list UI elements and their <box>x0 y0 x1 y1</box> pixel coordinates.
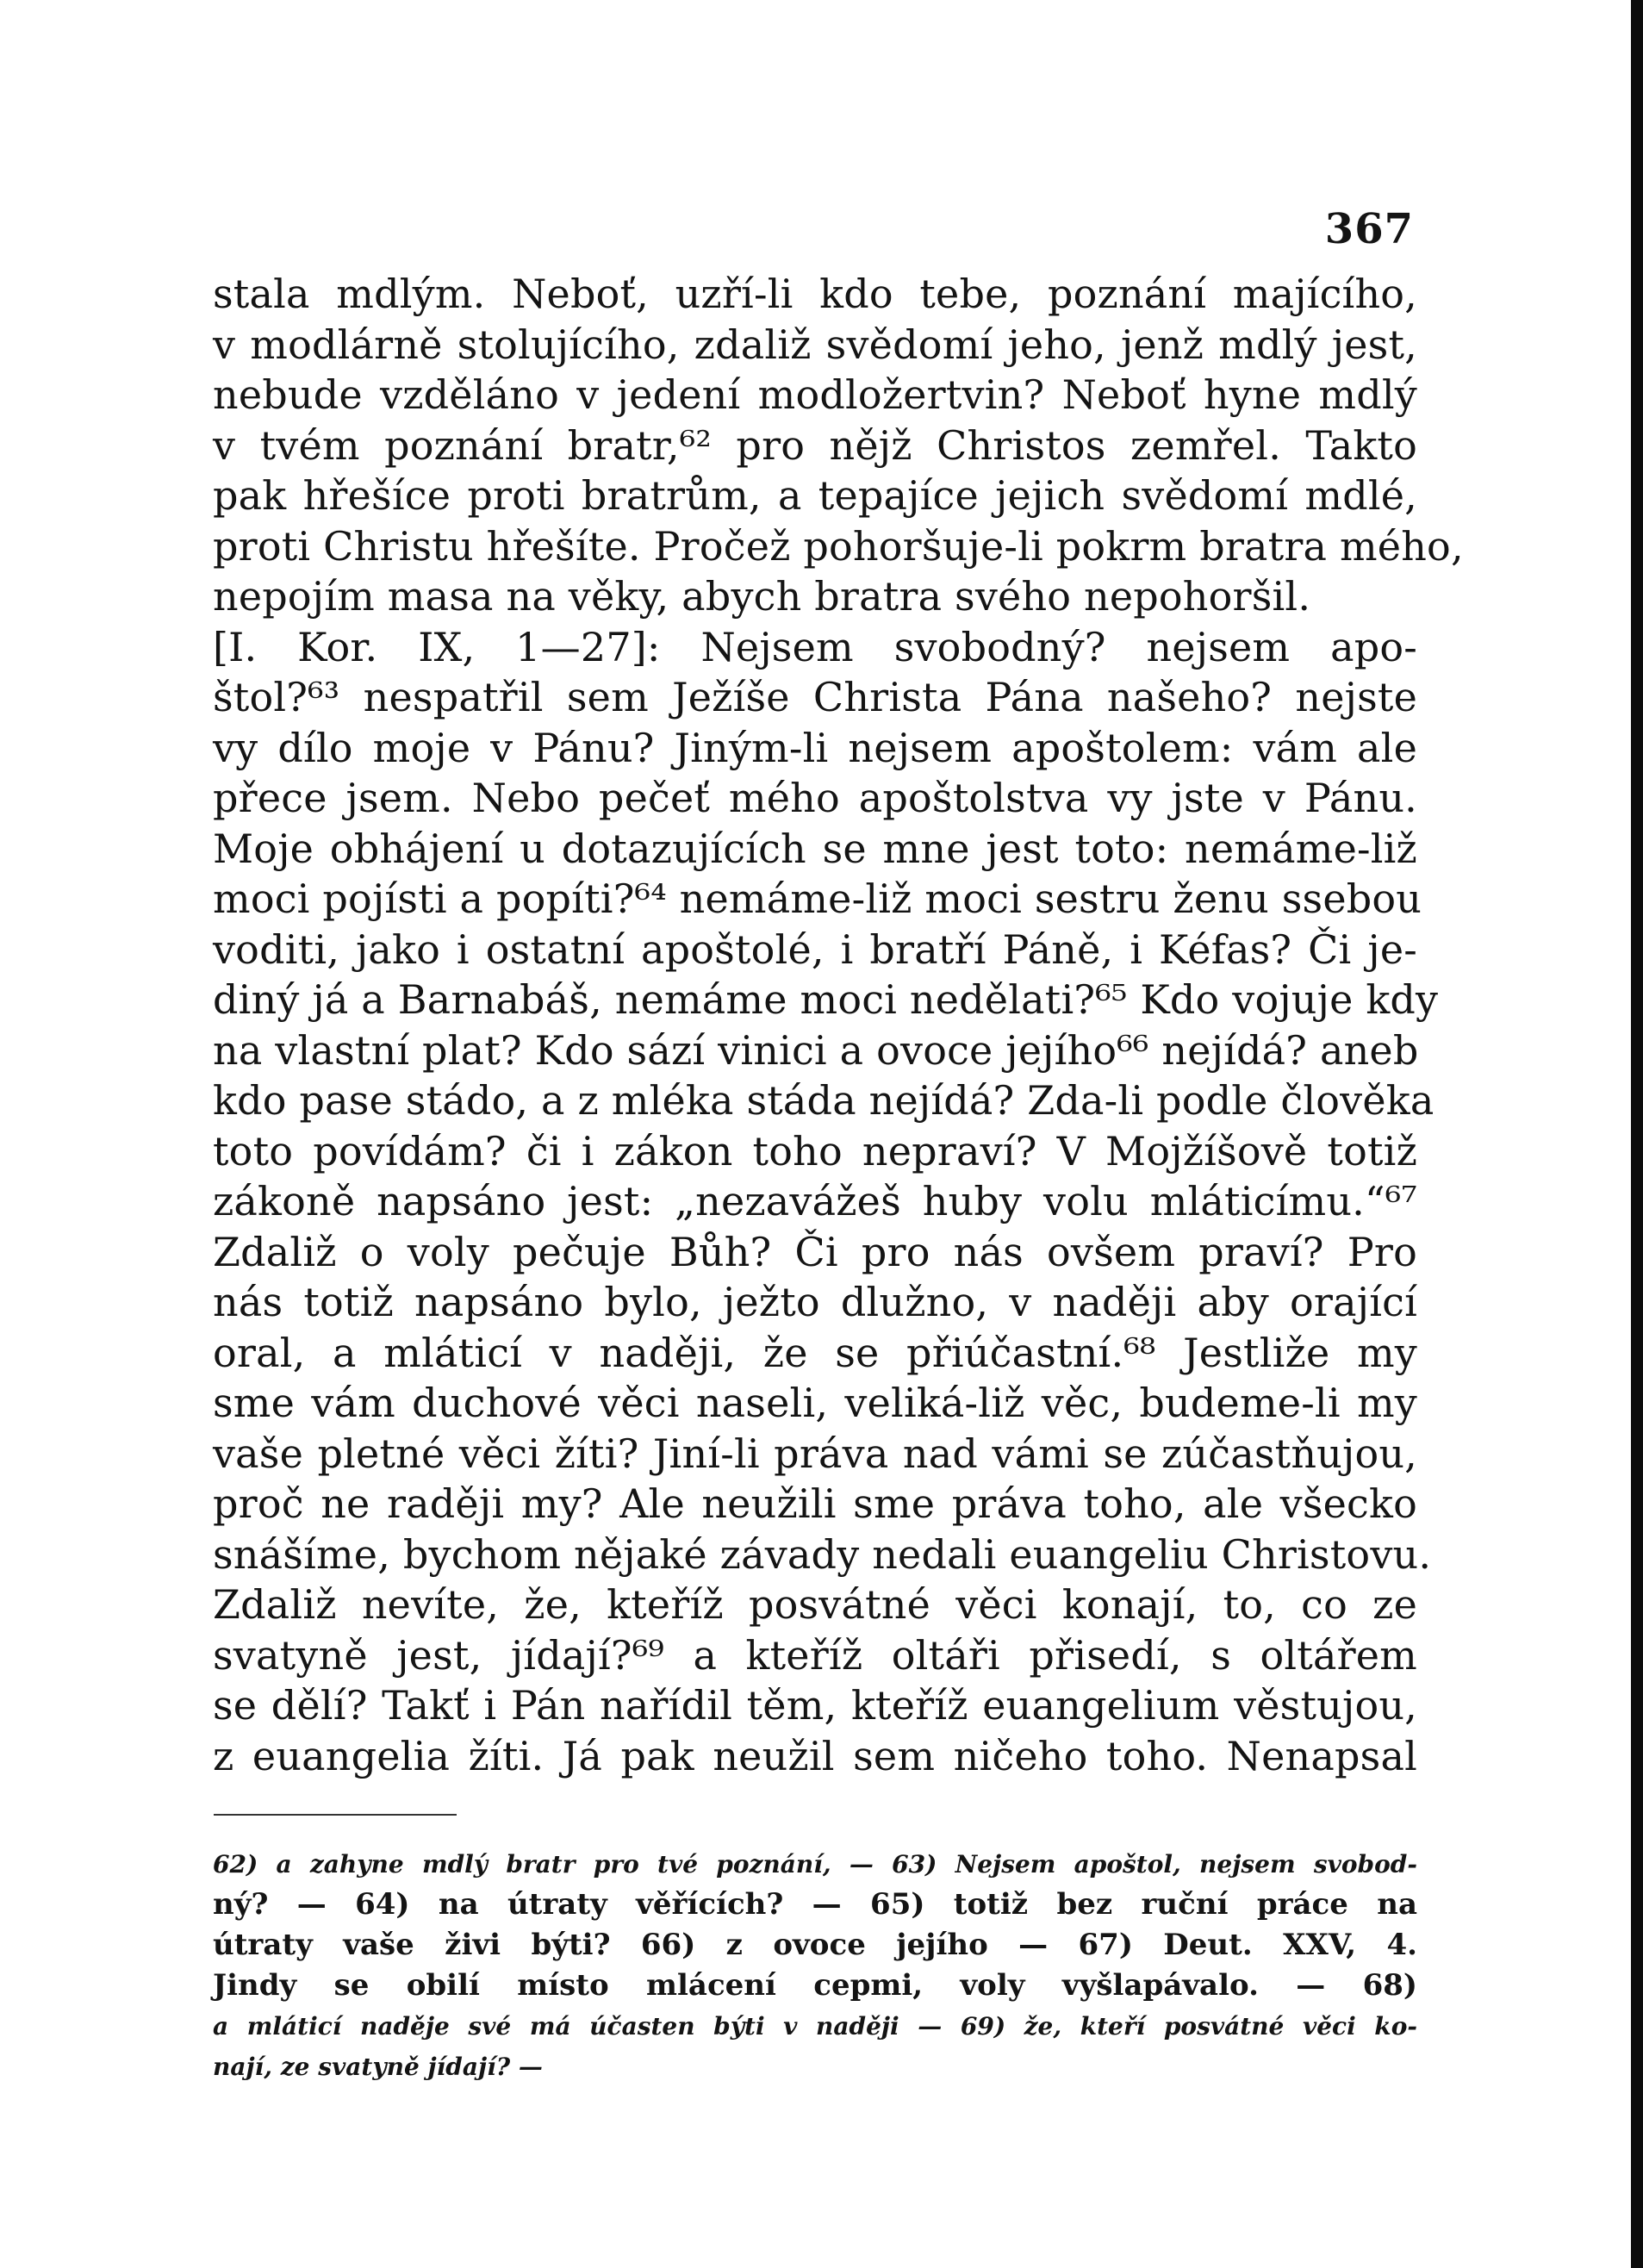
text-line: snášíme, bychom nějaké závady nedali euangeliu Christovu. <box>213 1530 1432 1578</box>
footnote-line: ný? — 64) na útraty věřících? — 65) totiž bez ruční práce na <box>213 1887 1417 1922</box>
text-line: proč ne raději my? Ale neužili sme práva toho, ale všecko <box>213 1480 1417 1527</box>
text-line: Moje obhájení u dotazujících se mne jest toto: nemáme-liž <box>213 825 1417 872</box>
text-line: proti Christu hřešíte. Pročež pohoršuje-li pokrm bratra mého, <box>213 522 1464 570</box>
text-line: oral, a mláticí v naději, že se přiúčastní.⁶⁸ Jestliže my <box>213 1329 1417 1376</box>
text-line: vy dílo moje v Pánu? Jiným-li nejsem apoštolem: vám ale <box>213 724 1417 771</box>
footnote-line: útraty vaše živi býti? 66) z ovoce jejího — 67) Deut. XXV, 4. <box>213 1928 1417 1962</box>
text-line: v tvém poznání bratr,⁶² pro nějž Christos zemřel. Takto <box>213 421 1417 469</box>
text-line: voditi, jako i ostatní apoštolé, i bratří Páně, i Kéfas? Či je- <box>213 925 1417 973</box>
text-line: Zdaliž o voly pečuje Bůh? Či pro nás ovšem praví? Pro <box>213 1228 1417 1275</box>
text-line: moci pojísti a popíti?⁶⁴ nemáme-liž moci sestru ženu ssebou <box>213 875 1422 922</box>
body-text <box>213 269 1464 1781</box>
footnote-line: Jindy se obilí místo mlácení cepmi, voly vyšlapávalo. — 68) <box>213 1968 1417 2003</box>
text-line: nás totiž napsáno bylo, ježto dlužno, v naději aby orající <box>213 1279 1417 1325</box>
footnotes <box>213 1844 1417 2087</box>
footnote-line: 62) a zahyne mdlý bratr pro tvé poznání, — 63) Nejsem apoštol, nejsem svobod- <box>213 1850 1417 1879</box>
footnote-line: nají, ze svatyně jídají? — <box>213 2053 543 2081</box>
scan-border <box>1631 0 1643 2268</box>
text-line: z euangelia žíti. Já pak neužil sem ničeho toho. Nenapsal <box>213 1732 1417 1779</box>
text-line: zákoně napsáno jest: „nezavážeš huby volu mláticímu.“⁶⁷ <box>213 1178 1417 1224</box>
text-line: v modlárně stolujícího, zdaliž svědomí jeho, jenž mdlý jest, <box>213 321 1417 368</box>
text-line: stala mdlým. Neboť, uzří-li kdo tebe, poznání majícího, <box>213 271 1417 317</box>
text-line: sme vám duchové věci naseli, veliká-liž věc, budeme-li my <box>213 1380 1417 1426</box>
text-line: nebude vzděláno v jedení modložertvin? Neboť hyne mdlý <box>213 371 1417 418</box>
text-line: na vlastní plat? Kdo sází vinici a ovoce jejího⁶⁶ nejídá? aneb <box>213 1026 1419 1074</box>
text-line: Zdaliž nevíte, že, kteříž posvátné věci konají, to, co ze <box>213 1581 1417 1628</box>
text-line: nepojím masa na věky, abych bratra svého nepohoršil. <box>213 573 1311 620</box>
text-line: svatyně jest, jídají?⁶⁹ a kteříž oltáři přisedí, s oltářem <box>213 1631 1417 1679</box>
text-line: štol?⁶³ nespatřil sem Ježíše Christa Pána našeho? nejste <box>213 674 1417 720</box>
text-line: vaše pletné věci žíti? Jiní-li práva nad vámi se zúčastňujou, <box>213 1430 1417 1477</box>
text-line: toto povídám? či i zákon toho nepraví? V Mojžíšově totiž <box>213 1127 1417 1174</box>
text-line: přece jsem. Nebo pečeť mého apoštolstva vy jste v Pánu. <box>213 775 1417 821</box>
text-line: pak hřešíce proti bratrům, a tepajíce jejich svědomí mdlé, <box>213 472 1417 519</box>
text-line: kdo pase stádo, a z mléka stáda nejídá? Zda-li podle člověka <box>213 1077 1435 1124</box>
text-line: [I. Kor. IX, 1—27]: Nejsem svobodný? nejsem apo- <box>213 623 1417 670</box>
page-number: 367 <box>1324 205 1414 253</box>
text-line: diný já a Barnabáš, nemáme moci nedělati?⁶⁵ Kdo vojuje kdy <box>213 976 1439 1023</box>
text-line: se dělí? Takť i Pán nařídil těm, kteříž euangelium věstujou, <box>213 1682 1417 1729</box>
footnote-divider <box>214 1814 457 1816</box>
footnote-line: a mláticí naděje své má účasten býti v naději — 69) že, kteří posvátné věci ko- <box>213 2012 1417 2041</box>
